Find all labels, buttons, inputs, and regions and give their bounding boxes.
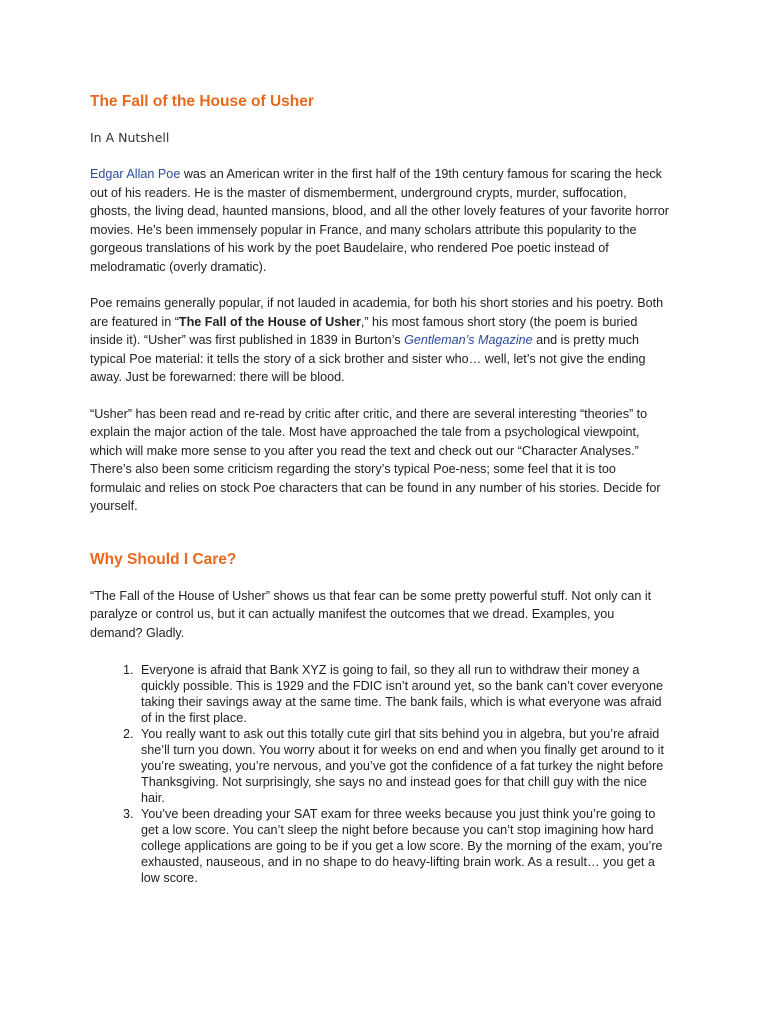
- why-care-paragraph: “The Fall of the House of Usher” shows us that fear can be some pretty powerful stuff. Not only can it paralyze or control us, but it can actually manifest the outcomes that we dread. Examples, you demand? Gladly.: [90, 588, 652, 640]
- examples-list: [90, 662, 670, 886]
- magazine-link[interactable]: Gentleman’s Magazine: [404, 333, 533, 347]
- story-title-bold: The Fall of the House of Usher: [178, 314, 361, 329]
- popularity-paragraph: [90, 294, 670, 387]
- section-subtitle: In A Nutshell: [90, 130, 170, 145]
- page-title: The Fall of the House of Usher: [90, 93, 314, 110]
- para2-text-1: Poe remains generally popular, if not lauded in academia, for both his short stories and his poetry. Both are featured in “: [90, 296, 664, 329]
- why-care-heading: Why Should I Care?: [90, 550, 237, 568]
- para2-text-2: ,” his most famous short story (the poem is buried inside it). “Usher” was first published in 1839 in Burton’s: [90, 314, 638, 347]
- criticism-paragraph: “Usher” has been read and re-read by critic after critic, and there are several interesting “theories” to explain the major action of the tale. Most have approached the tale from a psychological viewpoint, which will make more sense to you after you read the text and check out our “Character Analyses.” There’s also been some criticism regarding the story’s typical Poe-ness; some feel that it is too formulaic and relies on stock Poe characters that can be found in any number of his stories. Decide for yourself.: [90, 406, 661, 513]
- para2-text-3: and is pretty much typical Poe material: it tells the story of a sick brother and sister who… well, let’s not give the ending away. Just be forewarned: there will be blood.: [90, 333, 646, 384]
- author-link[interactable]: Edgar Allan Poe: [90, 167, 181, 181]
- list-item: 2. You really want to ask out this totally cute girl that sits behind you in algebra, but you’re afraid she’ll turn you down. You worry about it for weeks on end and when you finally get around to it you’re sweating, you’re nervous, and you’ve got the confidence of a fat turkey the night before Thanksgiving. Not surprisingly, she says no and instead goes for that chill guy with the nice hair.: [137, 726, 670, 806]
- list-item: 1. Everyone is afraid that Bank XYZ is going to fail, so they all run to withdraw their money a quickly possible. This is 1929 and the FDIC isn’t around yet, so the bank can’t cover everyone taking their savings away at the same time. The bank fails, which is what everyone was afraid of in the first place.: [137, 662, 670, 726]
- list-item: 3. You’ve been dreading your SAT exam for three weeks because you just think you’re going to get a low score. You can’t sleep the night before because you can’t stop imagining how hard college applications are going to be if you get a low score. By the morning of the exam, you’re exhausted, nauseous, and in no shape to do heavy-lifting brain work. As a result… you get a low score.: [137, 806, 670, 886]
- document-page: [90, 92, 670, 886]
- intro-text: was an American writer in the first half of the 19th century famous for scaring the heck out of his readers. He is the master of dismemberment, underground crypts, murder, suffocation, ghosts, the living dead, haunted mansions, blood, and all the other lovely features of your favorite horror movies. He’s been immensely popular in France, and many scholars attribute this popularity to the gorgeous translations of his work by the poet Baudelaire, who rendered Poe poetic instead of melodramatic (overly dramatic).: [90, 167, 669, 274]
- intro-paragraph: [90, 165, 670, 276]
